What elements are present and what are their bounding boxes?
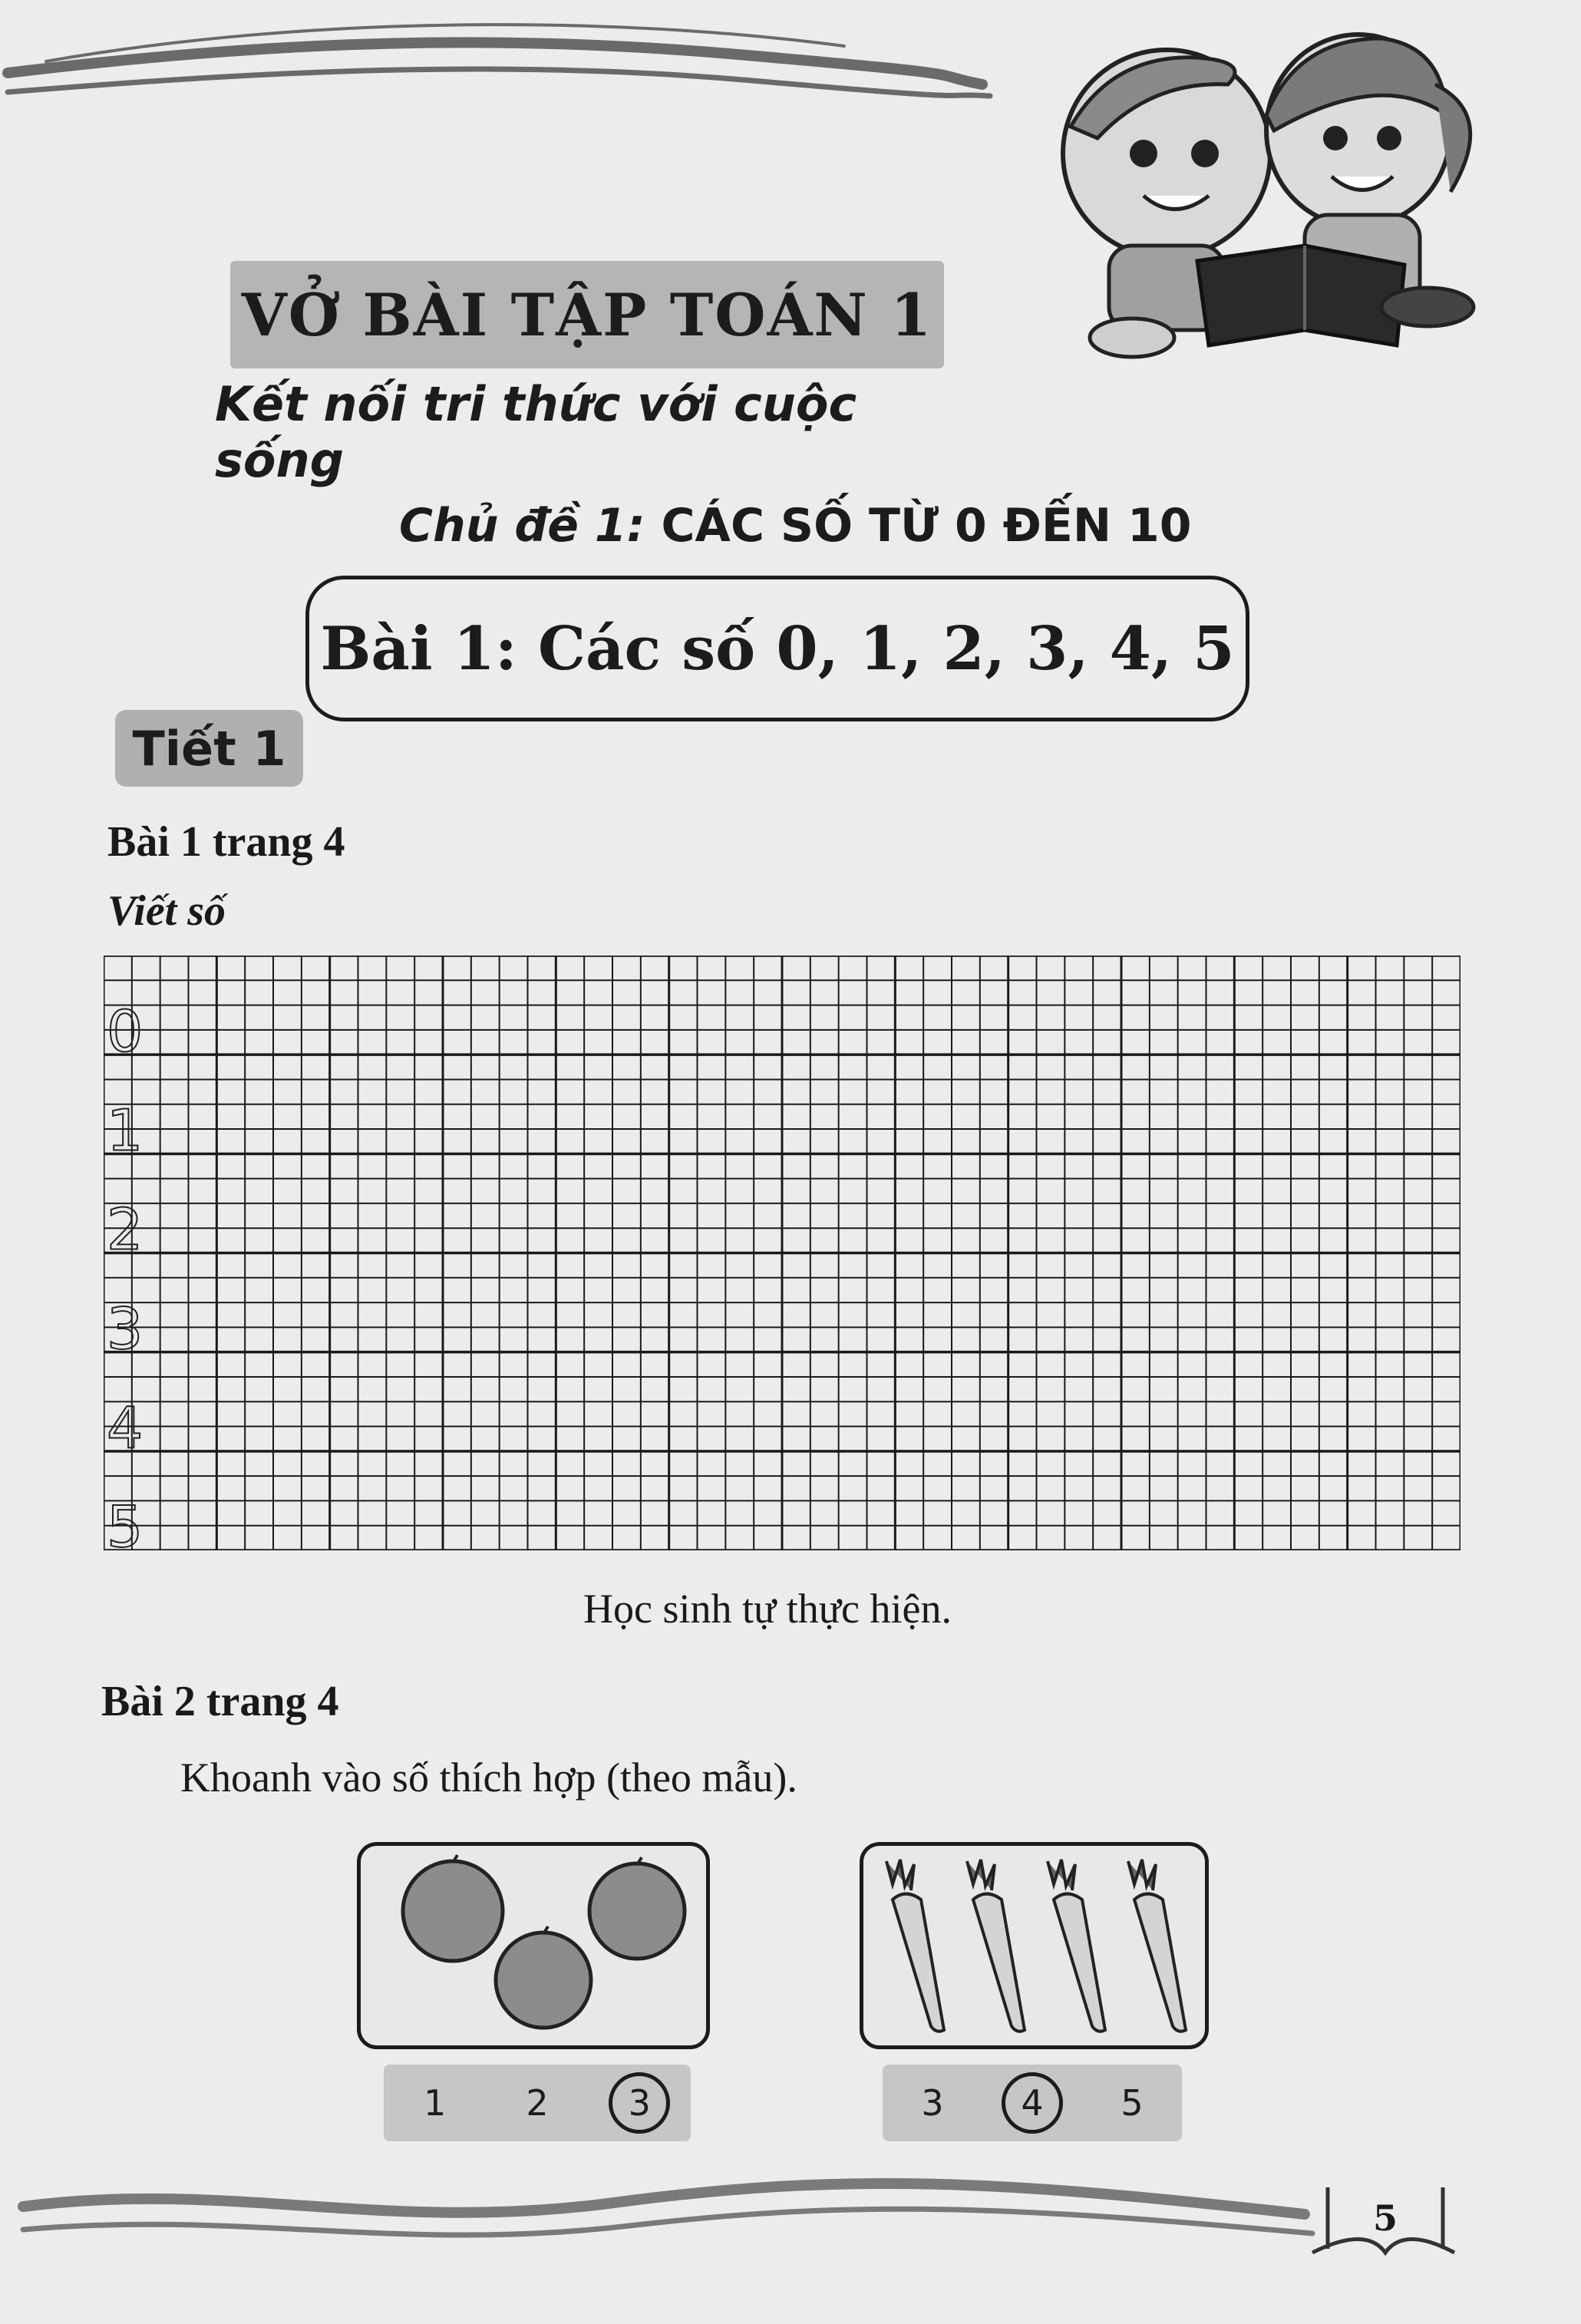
- exercise-2-instruction: Khoanh vào số thích hợp (theo mẫu).: [180, 1755, 797, 1801]
- sample-digit-4: 4: [107, 1394, 144, 1461]
- topic-lead: Chủ đề 1:: [399, 499, 645, 553]
- writing-grid[interactable]: [104, 956, 1461, 1550]
- carrot-icon: [1048, 1860, 1105, 2032]
- orange-icon: [496, 1926, 591, 2028]
- exercise-1-title: Bài 1 trang 4: [107, 818, 345, 866]
- choice-option-circled[interactable]: 4: [1002, 2072, 1063, 2134]
- header-wave-decoration: [8, 25, 990, 96]
- sample-digit-2: 2: [107, 1196, 144, 1263]
- lesson-title: Bài 1: Các số 0, 1, 2, 3, 4, 5: [305, 576, 1249, 721]
- choices-group-2: [883, 2065, 1182, 2141]
- topic-name: CÁC SỐ TỪ 0 ĐẾN 10: [661, 499, 1192, 553]
- carrot-icon: [886, 1860, 944, 2032]
- exercise-2-title: Bài 2 trang 4: [101, 1678, 339, 1725]
- orange-group-box: [357, 1842, 710, 2049]
- period-label: Tiết 1: [115, 710, 303, 787]
- sample-digit-3: 3: [107, 1295, 144, 1362]
- children-reading-book-illustration: [1063, 35, 1474, 357]
- orange-icon: [589, 1857, 685, 1959]
- choice-option[interactable]: 1: [424, 2082, 447, 2124]
- page-number: 5: [1372, 2197, 1398, 2239]
- carrot-group-box: [860, 1842, 1209, 2049]
- orange-group-picture: [361, 1846, 706, 2045]
- sample-digit-1: 1: [107, 1097, 144, 1164]
- orange-icon: [403, 1855, 503, 1961]
- carrot-icon: [1128, 1860, 1186, 2032]
- sample-digit-5: 5: [107, 1494, 144, 1550]
- choice-option[interactable]: 2: [526, 2082, 549, 2124]
- book-title: VỞ BÀI TẬP TOÁN 1: [230, 261, 944, 368]
- sample-digit-0: 0: [107, 998, 144, 1065]
- exercise-1-instruction: Viết số: [107, 887, 226, 935]
- exercise-1-note: Học sinh tự thực hiện.: [583, 1586, 952, 1632]
- choice-option-circled[interactable]: 3: [609, 2072, 670, 2134]
- choice-option[interactable]: 5: [1121, 2082, 1144, 2124]
- carrot-group-picture: [863, 1846, 1205, 2045]
- choice-option[interactable]: 3: [921, 2082, 944, 2124]
- carrot-icon: [967, 1860, 1025, 2032]
- footer-wave-decoration: [23, 2184, 1312, 2235]
- topic-heading: [399, 499, 1243, 553]
- book-subtitle: Kết nối tri thức với cuộc sống: [215, 376, 857, 488]
- choices-group-1: [384, 2065, 691, 2141]
